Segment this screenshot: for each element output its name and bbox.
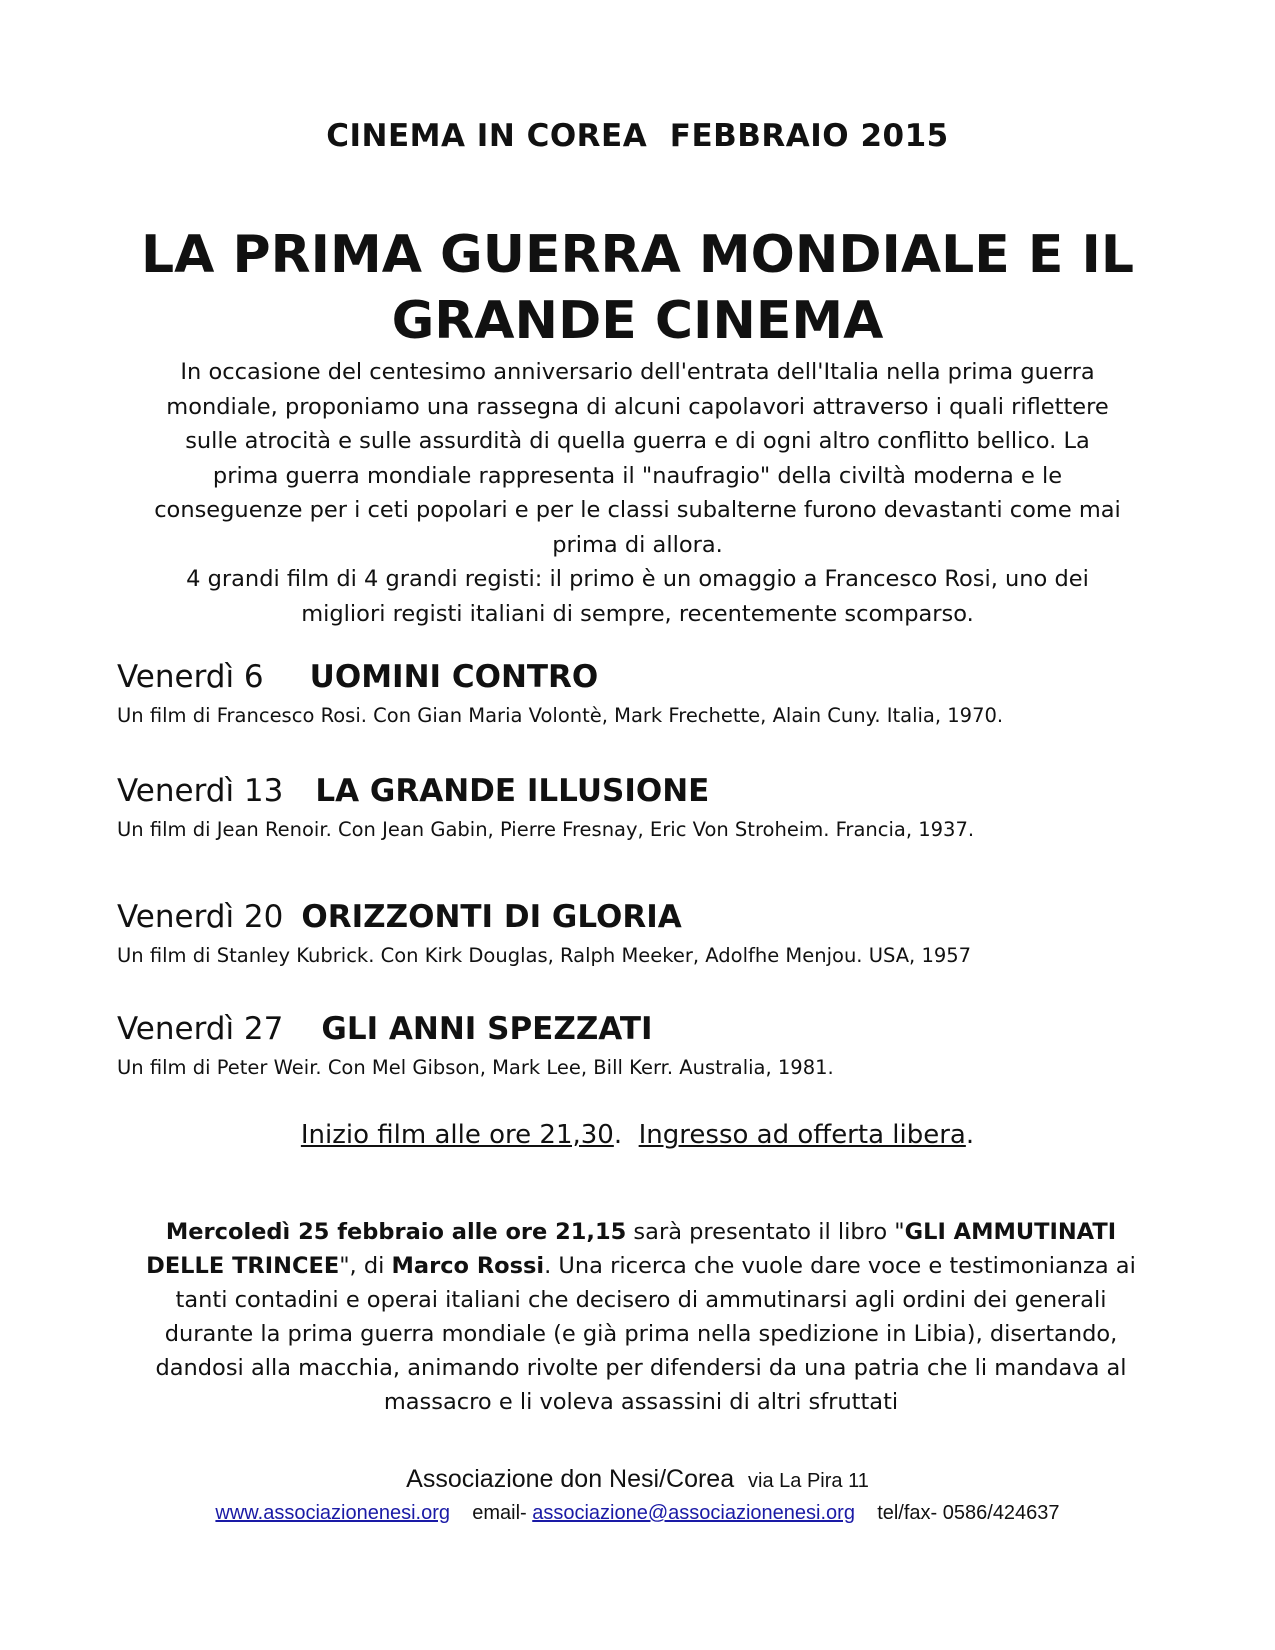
book-text: ", di bbox=[339, 1253, 392, 1279]
footer-contacts bbox=[0, 1502, 1275, 1525]
intro-line: prima di allora. bbox=[552, 531, 723, 558]
film-heading bbox=[117, 771, 1217, 811]
film-credits: Un film di Jean Renoir. Con Jean Gabin, Pierre Fresnay, Eric Von Stroheim. Francia, 1937. bbox=[117, 818, 975, 841]
book-line-5: dandosi alla macchia, animando rivolte per difendersi da una patria che li mandava al bbox=[155, 1355, 1127, 1381]
footer-association bbox=[0, 1465, 1275, 1494]
intro-paragraph bbox=[110, 355, 1165, 631]
website-link[interactable]: www.associazionenesi.org bbox=[215, 1502, 450, 1524]
book-line-2 bbox=[116, 1249, 1166, 1283]
schedule-end: . bbox=[965, 1120, 975, 1150]
film-date: Venerdì 27 bbox=[117, 1011, 284, 1047]
film-heading bbox=[117, 657, 1217, 697]
main-title-line-2: GRANDE CINEMA bbox=[391, 291, 884, 351]
main-title-line-1: LA PRIMA GUERRA MONDIALE E IL bbox=[140, 225, 1135, 285]
schedule-separator: . bbox=[613, 1120, 639, 1150]
event-title: CINEMA IN COREA FEBBRAIO 2015 bbox=[326, 118, 949, 154]
intro-line: prima guerra mondiale rappresenta il "naufragio" della civiltà moderna e le bbox=[212, 462, 1063, 489]
association-name: Associazione don Nesi/Corea bbox=[406, 1465, 735, 1493]
intro-line: In occasione del centesimo anniversario dell'entrata dell'Italia nella prima guerra bbox=[180, 359, 1095, 385]
film-credits: Un film di Francesco Rosi. Con Gian Maria Volontè, Mark Frechette, Alain Cuny. Italia, 1970. bbox=[117, 704, 1004, 727]
film-title: GLI ANNI SPEZZATI bbox=[321, 1011, 653, 1047]
intro-line: mondiale, proponiamo una rassegna di alcuni capolavori attraverso i quali riflettere bbox=[166, 393, 1109, 420]
film-date: Venerdì 6 bbox=[117, 659, 264, 695]
film-title: LA GRANDE ILLUSIONE bbox=[315, 773, 710, 809]
start-time-text: Inizio film alle ore 21,30 bbox=[300, 1120, 614, 1150]
intro-line: conseguenze per i ceti popolari e per le classi subalterne furono devastanti come mai bbox=[154, 497, 1121, 523]
association-address: via La Pira 11 bbox=[748, 1470, 869, 1492]
film-entry-2 bbox=[117, 771, 1217, 845]
film-heading bbox=[117, 897, 1217, 937]
main-title bbox=[0, 222, 1275, 354]
book-line-1 bbox=[116, 1215, 1166, 1249]
book-title-part-1: GLI AMMUTINATI bbox=[904, 1219, 1117, 1245]
intro-line: sulle atrocità e sulle assurdità di quella guerra e di ogni altro conflitto bellico. La bbox=[185, 428, 1090, 454]
film-entry-3 bbox=[117, 897, 1217, 971]
book-line-3: tanti contadini e operai italiani che decisero di ammutinarsi agli ordini dei generali bbox=[175, 1287, 1107, 1313]
film-heading bbox=[117, 1009, 1217, 1049]
film-credits: Un film di Stanley Kubrick. Con Kirk Douglas, Ralph Meeker, Adolfhe Menjou. USA, 1957 bbox=[117, 944, 972, 967]
film-entry-1 bbox=[117, 657, 1217, 731]
book-date: Mercoledì 25 febbraio alle ore 21,15 bbox=[165, 1219, 627, 1245]
film-credits: Un film di Peter Weir. Con Mel Gibson, Mark Lee, Bill Kerr. Australia, 1981. bbox=[117, 1056, 834, 1079]
intro-line: migliori registi italiani di sempre, recentemente scomparso. bbox=[301, 600, 974, 627]
book-line-4: durante la prima guerra mondiale (e già prima nella spedizione in Libia), disertando, bbox=[164, 1321, 1118, 1347]
film-date: Venerdì 13 bbox=[117, 773, 284, 809]
book-title-part-2: DELLE TRINCEE bbox=[146, 1253, 340, 1279]
film-date: Venerdì 20 bbox=[117, 899, 284, 935]
book-line-6: massacro e li voleva assassini di altri sfruttati bbox=[383, 1389, 899, 1415]
book-text: . Una ricerca che vuole dare voce e testimonianza ai bbox=[544, 1253, 1136, 1279]
book-presentation bbox=[116, 1215, 1166, 1419]
book-text: sarà presentato il libro " bbox=[626, 1219, 905, 1245]
entry-fee-text: Ingresso ad offerta libera bbox=[638, 1120, 966, 1150]
schedule-line bbox=[0, 1120, 1275, 1150]
film-title: UOMINI CONTRO bbox=[309, 659, 599, 695]
phone-number: tel/fax- 0586/424637 bbox=[877, 1502, 1060, 1524]
email-label: email- bbox=[472, 1502, 527, 1524]
film-title: ORIZZONTI DI GLORIA bbox=[301, 899, 682, 935]
book-author: Marco Rossi bbox=[391, 1253, 545, 1279]
email-link[interactable]: associazione@associazionenesi.org bbox=[532, 1502, 855, 1524]
film-entry-4 bbox=[117, 1009, 1217, 1083]
intro-line: 4 grandi film di 4 grandi registi: il primo è un omaggio a Francesco Rosi, uno dei bbox=[186, 566, 1089, 592]
